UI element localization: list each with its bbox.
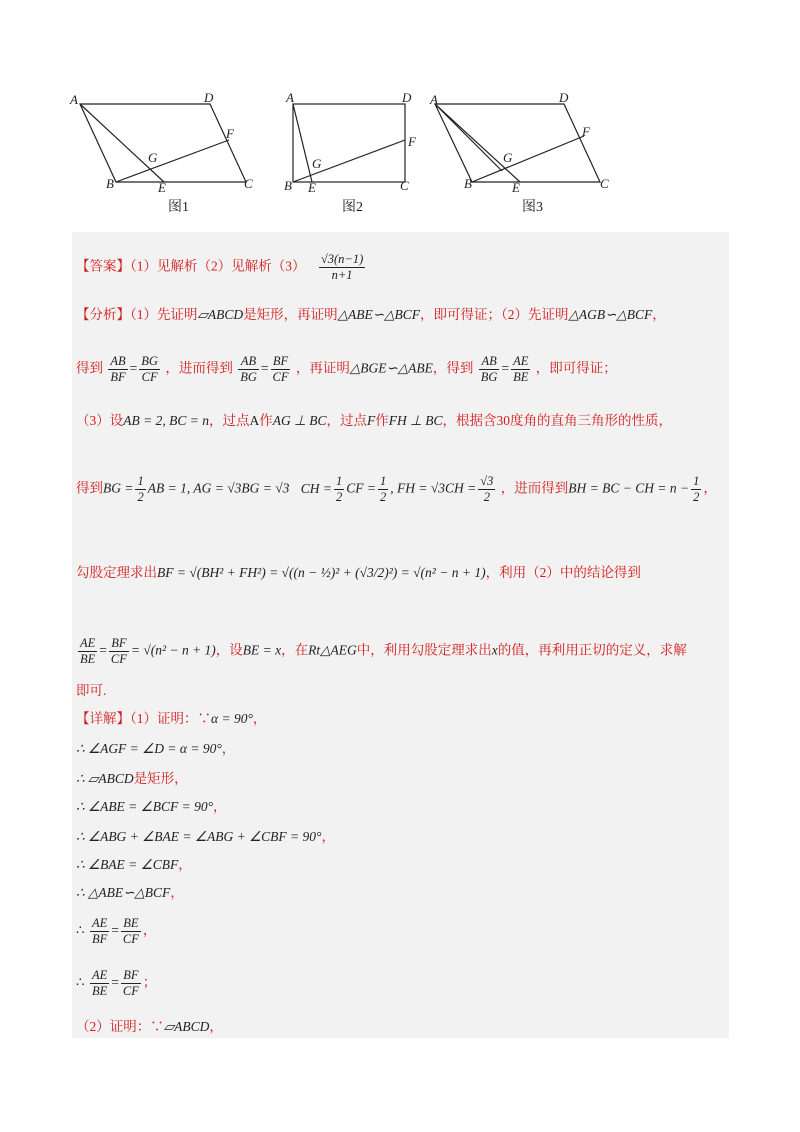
answer-line [76, 252, 367, 283]
fraction: $\frac{AB}{BG}$ [240, 354, 257, 384]
fraction: $\frac{BF}{CF}$ [272, 354, 289, 384]
text: 是矩形， [133, 771, 188, 786]
math: AB = 2, BC = n [123, 413, 209, 428]
fig2-label-E: E [308, 180, 316, 195]
analysis-tag: 【分析】 [76, 307, 130, 322]
text: ，再证明 [295, 360, 350, 376]
analysis-line-2: 得到 $\frac{AB}{BF}$ = $\frac{BG}{CF}$ ，进而得到 $\frac{AB}{BG}$ = $\frac{BF}{CF}$ ，再证明△BGE∽△ABE，得到 $\frac{AB}{BG}$ = $\frac{AE}{BE}$ ，即可得证； [76, 354, 617, 384]
text: （2）证明：∵ [76, 1019, 164, 1034]
fig3-label-C: C [600, 176, 609, 191]
fraction-half: $\frac{1}{2}$ [380, 474, 387, 504]
math: BE = x [242, 642, 282, 658]
figures-row [60, 88, 740, 218]
geometry-figures [60, 88, 740, 218]
math: = √(n² − n + 1) [130, 642, 216, 658]
math: ∴ ∠BAE = ∠CBF [76, 857, 179, 872]
detail-line-2 [76, 742, 235, 756]
fraction: $\frac{BG}{CF}$ [141, 354, 158, 384]
answer-text: （1）见解析（2）见解析（3） [130, 258, 306, 274]
text: ，根据含30度角的直角三角形的性质， [442, 413, 672, 428]
fraction: $\frac{BF}{CF}$ [110, 636, 127, 666]
detail-line-9: ∴ $\frac{AE}{BE}$ = $\frac{BF}{CF}$ ； [76, 968, 157, 998]
text: ，过点 [326, 413, 367, 428]
math: ∴ ∠ABE = ∠BCF = 90° [76, 799, 214, 814]
text: ， [213, 799, 227, 814]
text: ，即可得证； [535, 360, 617, 376]
fraction-half: $\frac{1}{2}$ [336, 474, 343, 504]
fig3-label-G: G [503, 150, 513, 165]
text: 勾股定理求出 [76, 565, 157, 580]
fig2-label-F: F [408, 134, 416, 149]
math: ∴ △ABE∽△BCF [76, 885, 171, 900]
math: ▱ABCD [197, 307, 244, 322]
fig1-label-D: D [204, 90, 214, 105]
text: ， [252, 711, 267, 726]
answer-tag: 【答案】 [76, 258, 130, 274]
fraction: $\frac{AE}{BE}$ [91, 968, 108, 998]
detail-line-10 [76, 1020, 223, 1034]
fraction: $\frac{BE}{CF}$ [122, 916, 139, 946]
math: Rt△AEG [308, 642, 357, 658]
fraction-half: $\frac{1}{2}$ [693, 474, 700, 504]
therefore-symbol: ∴ [76, 922, 85, 938]
fraction: $\frac{AB}{BG}$ [480, 354, 498, 384]
answer-fraction: $\frac{√3(n-1)}{n+1}$ [320, 252, 364, 282]
fraction-half: $\frac{1}{2}$ [137, 474, 144, 504]
fig2-label-D: D [402, 90, 412, 105]
analysis-line-3 [76, 414, 672, 428]
figure-2 [293, 104, 405, 182]
fig3-caption: 图3 [522, 200, 543, 215]
figure-3 [435, 104, 600, 182]
math: △BGE∽△ABE [349, 360, 433, 376]
fig1-label-G: G [148, 150, 158, 165]
detail-line-6 [76, 858, 192, 872]
text: ，即可得证；（2）先证明 [419, 307, 569, 322]
text: ，在 [281, 642, 309, 658]
math: x [491, 642, 498, 658]
text: 作 [375, 413, 389, 428]
fig2-caption: 图2 [342, 200, 363, 215]
math: , FH = √3CH = [390, 480, 477, 496]
text: ， [178, 857, 192, 872]
text: ， [221, 741, 236, 756]
text: ，利用（2）中的结论得到 [485, 565, 641, 580]
therefore-symbol: ∴ [76, 974, 85, 990]
analysis-line-5 [76, 566, 641, 580]
math: CF = [346, 480, 376, 496]
math: CH = [300, 480, 332, 496]
analysis-line-7: 即可. [76, 683, 107, 698]
fraction: $\frac{BF}{CF}$ [122, 968, 139, 998]
detail-line-3 [76, 772, 188, 786]
text: ，过点 [208, 413, 250, 428]
detail-line-5 [76, 830, 335, 844]
detail-tag: 【详解】 [76, 711, 130, 726]
math: BG = [103, 480, 134, 496]
solution-panel [72, 232, 729, 1038]
fig1-label-A: A [70, 92, 78, 107]
fig2-label-A: A [286, 90, 294, 105]
math: α = 90° [211, 711, 253, 726]
text: （3）设 [76, 413, 124, 428]
detail-line-1 [76, 712, 266, 726]
fig1-label-E: E [158, 180, 166, 195]
math: BH = BC − CH = n − [568, 480, 690, 496]
math: BF = √(BH² + FH²) = √((n − ½)² + (√3/2)²) = √(n² − n + 1) [157, 565, 486, 580]
fig3-label-B: B [464, 176, 472, 191]
text: 中，利用勾股定理求出 [356, 642, 492, 658]
math: ▱ABCD [163, 1019, 210, 1034]
math: A [249, 413, 260, 428]
math: △AGB∽△BCF [568, 307, 653, 322]
text: ， [652, 307, 666, 322]
analysis-line-4 [76, 474, 717, 505]
analysis-line-1 [76, 308, 666, 322]
text: 的值，再利用正切的定义，求解 [497, 642, 687, 658]
fig1-caption: 图1 [168, 200, 189, 215]
text: 得到 [76, 480, 103, 496]
text: ， [170, 885, 184, 900]
text: ，进而得到 [500, 480, 569, 496]
analysis-line-6: $\frac{AE}{BE}$ = $\frac{BF}{CF}$ = √(n² − n + 1)，设BE = x，在Rt△AEG中，利用勾股定理求出x的值，再利用正切的定义，求解 [80, 636, 687, 666]
text: ，得到 [432, 360, 474, 376]
text: ，进而得到 [165, 360, 233, 376]
figure-1 [80, 104, 246, 182]
fig2-label-B: B [284, 178, 292, 193]
math: ∴ ∠ABG + ∠BAE = ∠ABG + ∠CBF = 90° [76, 829, 322, 844]
math: ∴ ▱ABCD [76, 771, 134, 786]
math: △ABE∽△BCF [337, 307, 420, 322]
text: ， [209, 1019, 223, 1034]
text: ， [703, 480, 717, 496]
fig1-label-F: F [226, 126, 234, 141]
fig3-label-A: A [430, 92, 438, 107]
math: F [366, 413, 376, 428]
fraction: $\frac{AE}{BE}$ [513, 354, 529, 384]
fig3-label-E: E [512, 180, 520, 195]
text: 是矩形，再证明 [243, 307, 338, 322]
fraction: $\frac{AB}{BF}$ [110, 354, 126, 384]
fig2-label-C: C [400, 178, 409, 193]
detail-line-7 [76, 886, 184, 900]
fig2-label-G: G [312, 156, 322, 171]
text: ， [321, 829, 335, 844]
fig1-label-B: B [106, 176, 114, 191]
fig1-label-C: C [244, 176, 253, 191]
text: （1）先证明 [130, 307, 198, 322]
math: AG ⊥ BC [272, 413, 327, 428]
fraction: $\frac{AE}{BE}$ [80, 636, 96, 666]
fig3-label-F: F [582, 124, 590, 139]
math: ∴ ∠AGF = ∠D = α = 90° [76, 741, 222, 756]
text: （1）证明：∵ [130, 711, 211, 726]
text: 得到 [76, 360, 103, 376]
detail-line-8: ∴ $\frac{AE}{BF}$ = $\frac{BE}{CF}$ ， [76, 916, 157, 946]
text: ， [142, 922, 157, 938]
math: AB = 1, AG = √3BG = √3 [147, 480, 290, 496]
text: ； [142, 974, 157, 990]
fraction-sqrt3-2: $\frac{√3}{2}$ [480, 474, 494, 504]
text: ，设 [215, 642, 243, 658]
math: FH ⊥ BC [388, 413, 443, 428]
detail-line-4 [76, 800, 227, 814]
text: 作 [259, 413, 273, 428]
fraction: $\frac{AE}{BF}$ [91, 916, 108, 946]
fig3-label-D: D [559, 90, 569, 105]
